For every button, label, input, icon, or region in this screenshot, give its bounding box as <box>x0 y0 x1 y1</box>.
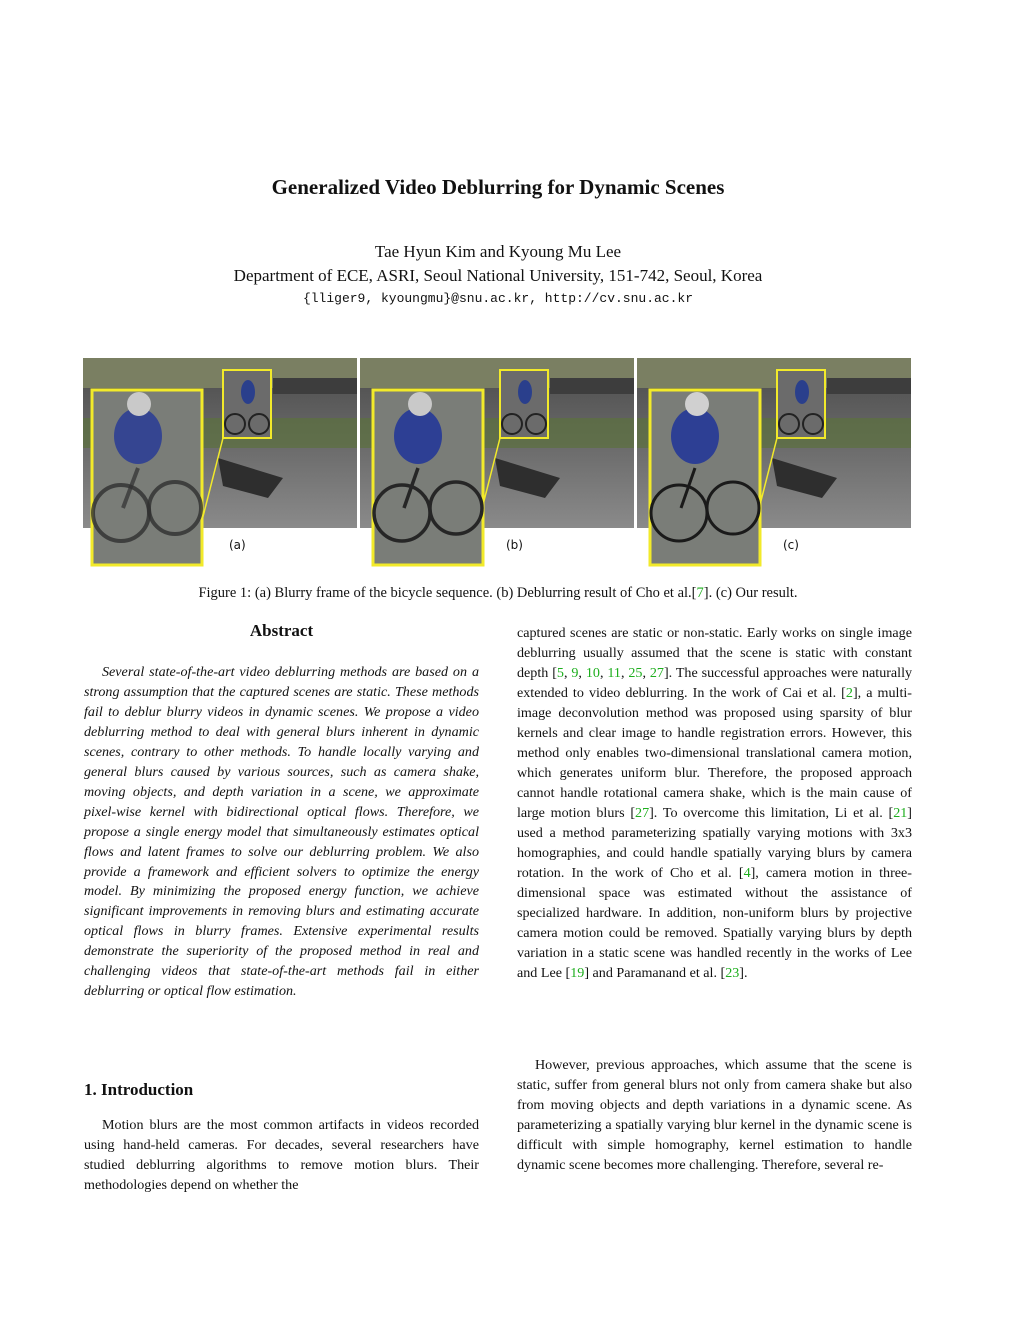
citation-link[interactable]: 7 <box>696 585 704 601</box>
citation-link[interactable]: 9 <box>571 665 579 681</box>
panel-b-label: (b) <box>506 538 523 552</box>
panel-c-label: (c) <box>783 538 799 552</box>
introduction-text: Motion blurs are the most common artifacts in videos recorded using hand-held cameras. For decades, several researchers have studied deblurring algorithms to remove motion blurs. Their methodologies depend on whether the <box>84 1117 479 1193</box>
contact-emails: {lliger9, kyoungmu}@snu.ac.kr, http://cv.snu.ac.kr <box>302 291 694 306</box>
paragraph-text-run: , <box>599 665 608 681</box>
section-heading-introduction: 1. Introduction <box>84 1080 194 1099</box>
citation-link[interactable]: 21 <box>893 805 908 821</box>
citation-link[interactable]: 11 <box>607 665 621 681</box>
paper-title: Generalized Video Deblurring for Dynamic Scenes <box>271 175 725 199</box>
citation-link[interactable]: 10 <box>585 665 600 681</box>
panel-b-image <box>360 358 634 570</box>
paragraph-text-run: , <box>563 665 572 681</box>
author-list: Tae Hyun Kim and Kyoung Mu Lee <box>374 242 622 261</box>
paragraph-text-run: ]. The successful approaches were naturally extended to video deblurring. In the work of Cai et al. [ <box>517 665 913 701</box>
figure-panel-a <box>83 358 357 552</box>
panel-a-image <box>83 358 357 570</box>
caption-text-run: ]. (c) Our result. <box>703 585 798 601</box>
figure-panel-c <box>637 358 911 552</box>
paragraph-text-run: ] and Paramanand et al. [ <box>584 965 726 981</box>
panel-c-image <box>637 358 911 570</box>
citation-link[interactable]: 23 <box>725 965 740 981</box>
paragraph-text-run: ]. To overcome this limitation, Li et al. [ <box>649 805 894 821</box>
citation-link[interactable]: 2 <box>845 685 853 701</box>
paragraph-text-run: ], a multi-image deconvolution method was proposed using sparsity of blur kernels and clear image to handle registration errors. However, this method only enables two-dimensional translational camera motion, which generates uniform blur. Therefore, the proposed approach cannot handle rotational camera shake, which is the main cause of large motion blurs [ <box>517 685 912 821</box>
affiliation: Department of ECE, ASRI, Seoul National University, 151-742, Seoul, Korea <box>233 266 763 285</box>
citation-link[interactable]: 4 <box>743 865 751 881</box>
abstract-heading: Abstract <box>249 621 314 640</box>
paragraph-text-run: ]. <box>739 965 748 981</box>
paragraph-text-run: ], camera motion in three-dimensional space was estimated without the assistance of specialized hardware. In addition, non-uniform blurs by projective camera motion could be removed. Spatially varying blurs by depth variation in a static scene was handled recently in the works of Lee and Lee [ <box>517 865 913 981</box>
right-column-paragraph-1 <box>517 623 912 983</box>
figure-panel-b <box>360 358 634 552</box>
right-column-paragraph-2: However, previous approaches, which assume that the scene is static, suffer from general blurs not only from camera shake but also from moving objects and depth variations in a dynamic scene. As parameterizing a spatially varying blur kernel in the dynamic scene is difficult with simple homography, kernel estimation to handle dynamic scene becomes more challenging. Therefore, several re- <box>517 1057 912 1173</box>
paragraph-text-run: captured scenes are static or non-static. Early works on single image deblurring usually assumed that the scene is static with constant depth [ <box>517 625 912 681</box>
paragraph-text-run: , <box>578 665 586 681</box>
paragraph-text-run: , <box>620 665 629 681</box>
abstract-text: Several state-of-the-art video deblurring methods are based on a strong assumption that the captured scenes are static. These methods fail to deblur blurry videos in dynamic scenes. We propose a video deblurring method to deal with general blurs inherent in dynamic scenes, contrary to other methods. To handle locally varying and general blurs caused by various sources, such as camera shake, moving objects, and depth variation in a scene, we approximate pixel-wise kernel with bidirectional optical flows. Therefore, we propose a single energy model that simultaneously estimates optical flows and latent frames to solve our deblurring problem. We also provide a framework and efficient solvers to optimize the energy model. By minimizing the proposed energy function, we achieve significant improvements in removing blurs and estimating accurate optical flows in blurry frames. Extensive experimental results demonstrate the superiority of the proposed method in real and challenging videos that state-of-the-art methods fail in either deblurring or optical flow estimation. <box>84 664 479 1000</box>
citation-link[interactable]: 27 <box>635 805 650 821</box>
caption-text-run: Figure 1: (a) Blurry frame of the bicycle sequence. (b) Deblurring result of Cho et al.[ <box>198 585 697 601</box>
panel-a-label: (a) <box>229 538 246 552</box>
citation-link[interactable]: 27 <box>649 665 664 681</box>
citation-link[interactable]: 5 <box>556 665 564 681</box>
paragraph-text-run: , <box>642 665 650 681</box>
citation-link[interactable]: 25 <box>628 665 643 681</box>
figure-caption <box>0 585 996 602</box>
citation-link[interactable]: 19 <box>570 965 585 981</box>
paragraph-text-run: ] used a method parameterizing spatially varying motions with 3x3 homographies, and could handle spatially varying blurs by camera rotation. In the work of Cho et al. [ <box>517 805 912 881</box>
